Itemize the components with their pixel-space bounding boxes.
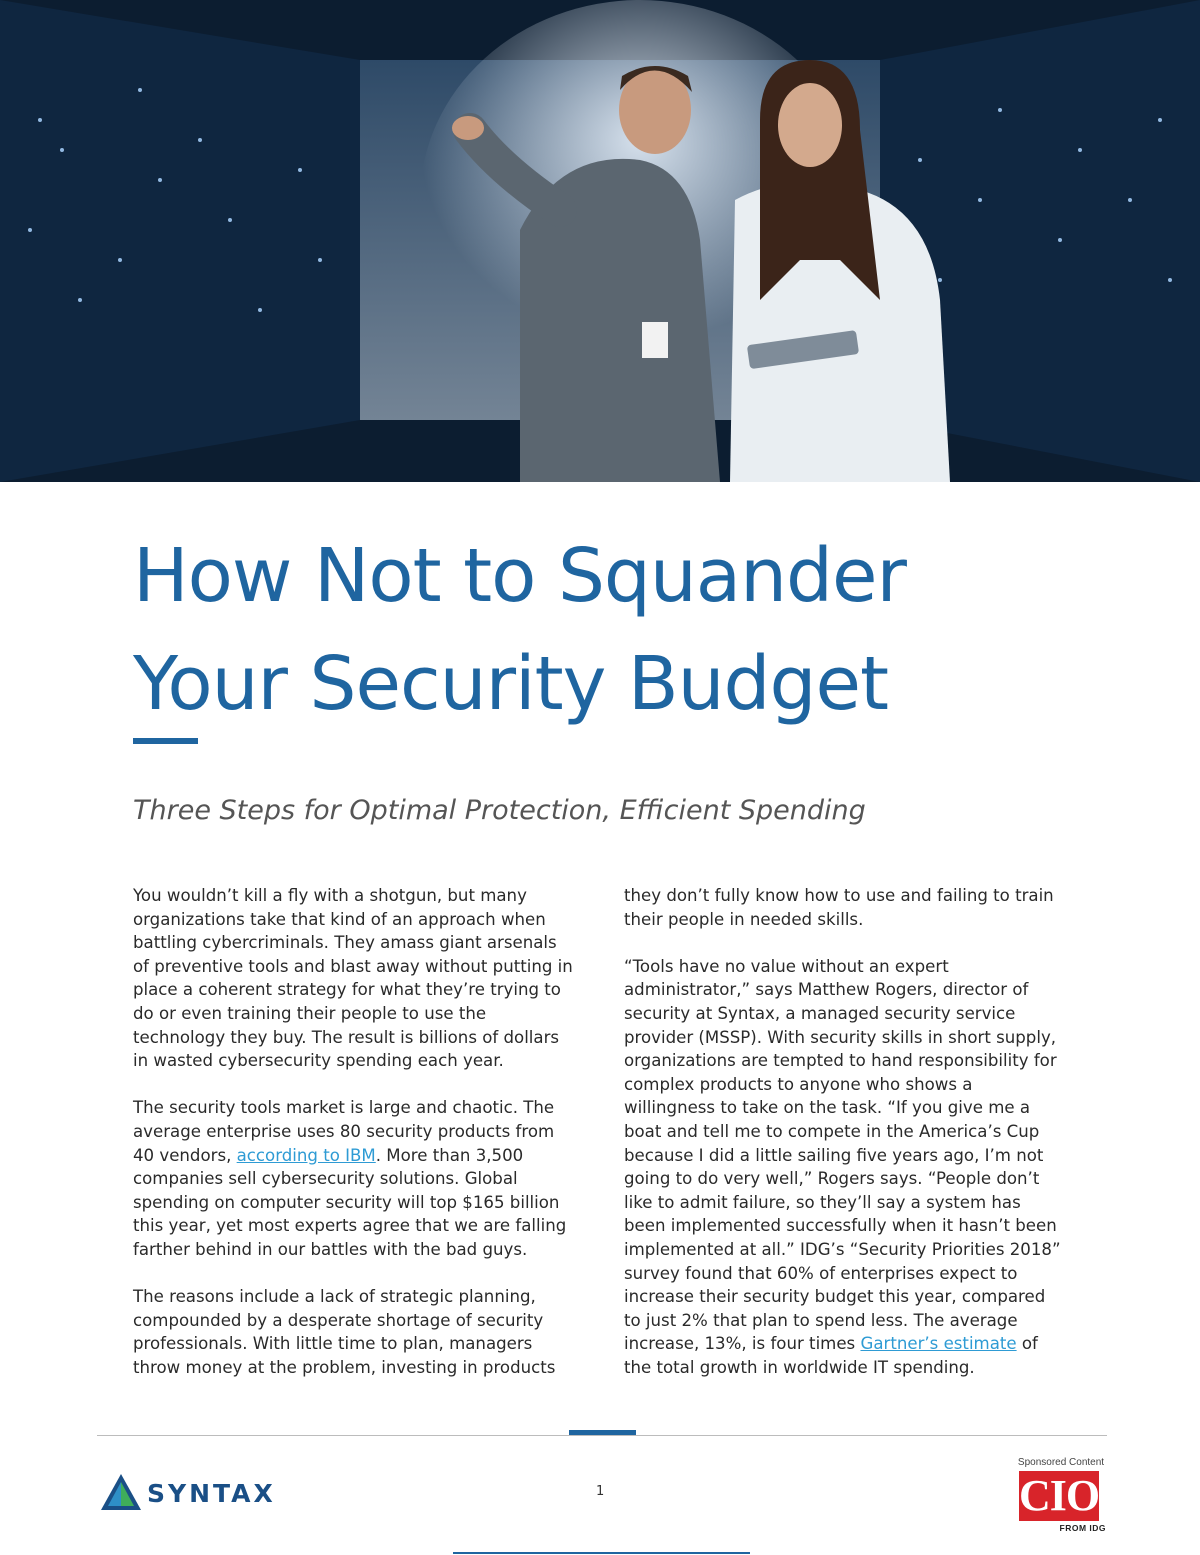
footer-divider (97, 1435, 1107, 1436)
subtitle: Three Steps for Optimal Protection, Efficient Spending (133, 795, 866, 826)
hero-illustration (0, 0, 1200, 482)
page-title (133, 522, 1083, 738)
paragraph-text: . More than 3,500 companies sell cybersecurity solutions. Global spending on computer security will top $165 billion this year, yet most experts agree that we are falling farther behind in our battles with the bad guys. (133, 1145, 567, 1259)
paragraph: You wouldn’t kill a fly with a shotgun, but many organizations take that kind of an approach when battling cybercriminals. They amass giant arsenals of preventive tools and blast away without putting in place a coherent strategy for what they’re trying to do or even training their people to use the technology they buy. The result is billions of dollars in wasted cybersecurity spending each year. (133, 886, 573, 1071)
syntax-logo-text: SYNTAX (147, 1479, 276, 1508)
paragraph (624, 955, 1064, 1380)
footer-accent-bar (569, 1430, 636, 1435)
hero-image (0, 0, 1200, 482)
right-column (624, 884, 1064, 1403)
title-line-2: Your Security Budget (133, 641, 889, 727)
title-underline (133, 738, 198, 744)
gartner-link[interactable]: Gartner’s estimate (860, 1334, 1017, 1354)
paragraph-text: “Tools have no value without an expert administrator,” says Matthew Rogers, director of security at Syntax, a managed security service provider (MSSP). With security skills in short supply, organizations are tempted to hand responsibility for complex products to anyone who shows a willingness to take on the task. “If you give me a boat and tell me to compete in the America’s Cup because I did a little sailing five years ago, I’m not going to do very well,” Rogers says. “People don’t like to admit failure, so they’ll say a system has been implemented successfully when it hasn’t been implemented at all.” IDG’s “Security Priorities 2018” survey found that 60% of enterprises expect to increase their security budget this year, compared to just 2% that plan to spend less. The average increase, 13%, is four times (624, 956, 1061, 1354)
page-number: 1 (596, 1484, 605, 1499)
sponsored-label: Sponsored Content (1017, 1457, 1105, 1468)
syntax-logo-icon (101, 1474, 141, 1510)
paragraph-text: The security tools market is large and chaotic. The average enterprise uses 80 security products from 40 vendors, (133, 1098, 555, 1165)
paragraph-text: of the total growth in worldwide IT spending. (624, 1334, 1038, 1377)
paragraph: The reasons include a lack of strategic planning, compounded by a desperate shortage of security professionals. With little time to plan, managers throw money at the problem, investing in products (133, 1287, 556, 1377)
syntax-logo (101, 1474, 301, 1514)
paragraph: they don’t fully know how to use and failing to train their people in needed skills. (624, 886, 1054, 929)
left-column (133, 884, 573, 1403)
cio-subtext: FROM IDG (1059, 1523, 1106, 1533)
paragraph (133, 1096, 573, 1261)
ibm-link[interactable]: according to IBM (236, 1145, 376, 1165)
cio-logo: CIO (1019, 1471, 1100, 1520)
bottom-accent-line (453, 1552, 750, 1554)
title-line-1: How Not to Squander (133, 533, 906, 619)
